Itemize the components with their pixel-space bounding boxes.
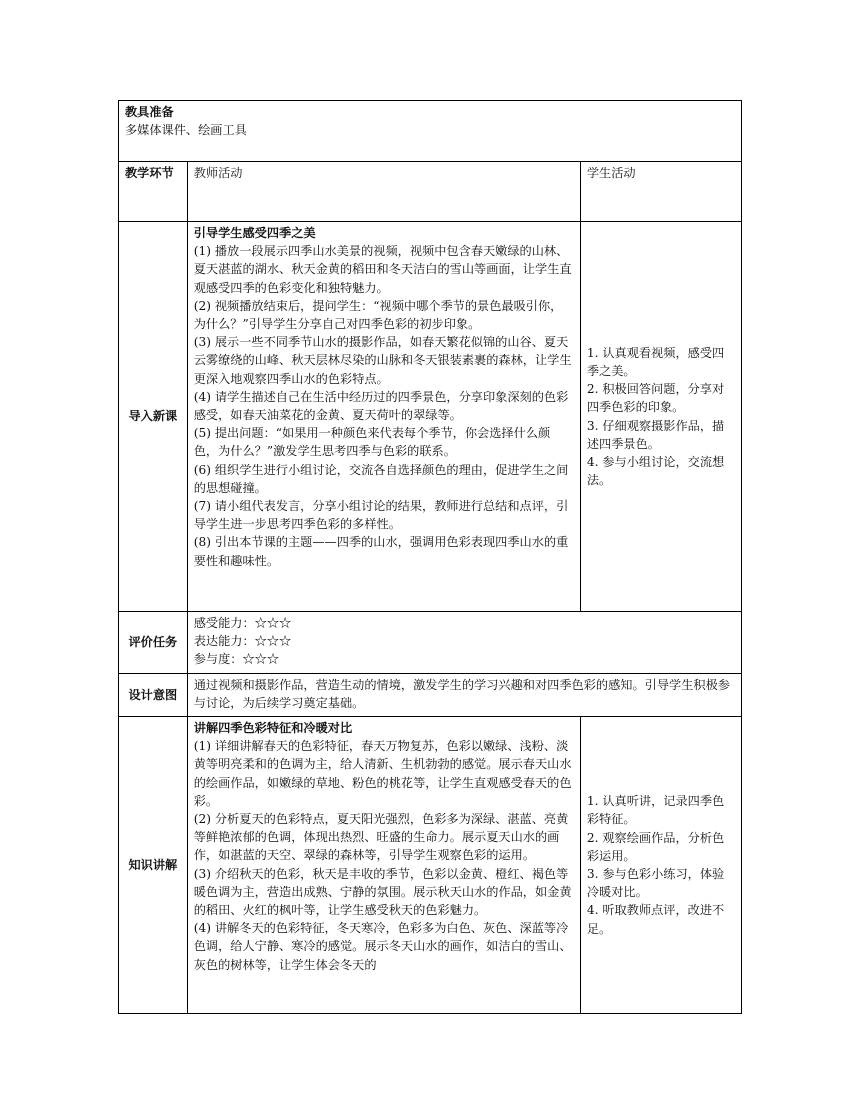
intro-student-item: 2. 积极回答问题，分享对四季色彩的印象。	[586, 382, 725, 415]
prep-title: 教具准备	[125, 105, 174, 119]
intro-row	[119, 222, 742, 612]
header-student: 学生活动	[580, 162, 741, 222]
knowledge-item: (3) 介绍秋天的色彩，秋天是丰收的季节，色彩以金黄、橙红、褐色等暖色调为主，营造出成熟、宁静的氛围。展示秋天山水的作品，如金黄的稻田、火红的枫叶等，让学生感受秋天的色彩魅力。	[193, 866, 572, 918]
prep-content: 多媒体课件、绘画工具	[125, 123, 247, 138]
knowledge-label: 知识讲解	[119, 717, 188, 1014]
intro-item: (4) 请学生描述自己在生活中经历过的四季景色，分享印象深刻的色彩感受，如春天油菜花的金黄、夏天荷叶的翠绿等。	[193, 389, 569, 423]
intro-student-cell	[580, 222, 741, 612]
knowledge-teacher-cell	[187, 717, 580, 1014]
knowledge-student-cell	[580, 717, 741, 1014]
knowledge-student-item: 2. 观察绘画作品，分析色彩运用。	[586, 830, 725, 863]
intro-student-item: 4. 参与小组讨论，交流想法。	[586, 454, 725, 488]
knowledge-student-item: 3. 参与色彩小练习，体验冷暖对比。	[586, 867, 725, 900]
prep-row	[119, 101, 742, 162]
intro-teacher-cell	[187, 222, 580, 612]
intro-item: (7) 请小组代表发言，分享小组讨论的结果，教师进行总结和点评，引导学生进一步思考四季色彩的多样性。	[193, 499, 569, 532]
header-teacher: 教师活动	[187, 162, 580, 222]
design-row	[119, 674, 742, 717]
intro-item: (3) 展示一些不同季节山水的摄影作品，如春天繁花似锦的山谷、夏天云雾缭绕的山峰、秋天层林尽染的山脉和冬天银装素裹的森林，让学生更深入地观察四季山水的色彩特点。	[193, 335, 572, 386]
intro-student-item: 1. 认真观看视频，感受四季之美。	[586, 345, 725, 378]
header-stage: 教学环节	[119, 162, 188, 222]
evaluation-cell	[187, 612, 741, 674]
intro-item: (5) 提出问题：“如果用一种颜色来代表每个季节，你会选择什么颜色，为什么？”激发学生思考四季与色彩的联系。	[193, 426, 551, 459]
intro-item: (1) 播放一段展示四季山水美景的视频，视频中包含春天嫩绿的山林、夏天湛蓝的湖水、秋天金黄的稻田和冬天洁白的雪山等画面，让学生直观感受四季的色彩变化和独特魅力。	[193, 244, 572, 295]
intro-label: 导入新课	[119, 222, 188, 612]
design-label: 设计意图	[119, 674, 188, 717]
knowledge-student-item: 1. 认真听讲，记录四季色彩特征。	[586, 794, 725, 827]
prep-cell	[119, 101, 742, 162]
knowledge-item: (1) 详细讲解春天的色彩特征，春天万物复苏，色彩以嫩绿、浅粉、淡黄等明亮柔和的色调为主，给人清新、生机勃勃的感觉。展示春天山水的绘画作品，如嫩绿的草地、粉色的桃花等，让学生直观感受春天的色彩。	[193, 739, 572, 808]
intro-item: (6) 组织学生进行小组讨论，交流各自选择颜色的理由，促进学生之间的思想碰撞。	[193, 462, 569, 495]
evaluation-item: 表达能力：☆☆☆	[193, 634, 292, 649]
header-row	[119, 162, 742, 222]
intro-item: (2) 视频播放结束后，提问学生：“视频中哪个季节的景色最吸引你，为什么？”引导学生分享自己对四季色彩的初步印象。	[193, 298, 563, 332]
intro-student-item: 3. 仔细观察摄影作品，描述四季景色。	[586, 418, 725, 451]
intro-title: 引导学生感受四季之美	[193, 226, 316, 240]
evaluation-row	[119, 612, 742, 674]
evaluation-item: 感受能力：☆☆☆	[193, 616, 292, 630]
design-text: 通过视频和摄影作品，营造生动的情境，激发学生的学习兴趣和对四季色彩的感知。引导学生积极参与讨论，为后续学习奠定基础。	[187, 674, 741, 717]
knowledge-title: 讲解四季色彩特征和冷暖对比	[193, 721, 353, 735]
evaluation-item: 参与度：☆☆☆	[193, 652, 280, 667]
evaluation-label: 评价任务	[119, 612, 188, 674]
knowledge-item: (4) 讲解冬天的色彩特征，冬天寒冷，色彩多为白色、灰色、深蓝等冷色调，给人宁静、寒冷的感觉。展示冬天山水的画作，如洁白的雪山、灰色的树林等，让学生体会冬天的	[193, 921, 572, 972]
knowledge-row	[119, 717, 742, 1014]
intro-item: (8) 引出本节课的主题——四季的山水，强调用色彩表现四季山水的重要性和趣味性。	[193, 535, 569, 568]
knowledge-student-item: 4. 听取教师点评，改进不足。	[586, 903, 725, 936]
lesson-plan-table	[118, 100, 742, 1014]
knowledge-item: (2) 分析夏天的色彩特点，夏天阳光强烈，色彩多为深绿、湛蓝、亮黄等鲜艳浓郁的色调，体现出热烈、旺盛的生命力。展示夏天山水的画作，如湛蓝的天空、翠绿的森林等，引导学生观察色彩的运用。	[193, 812, 569, 863]
